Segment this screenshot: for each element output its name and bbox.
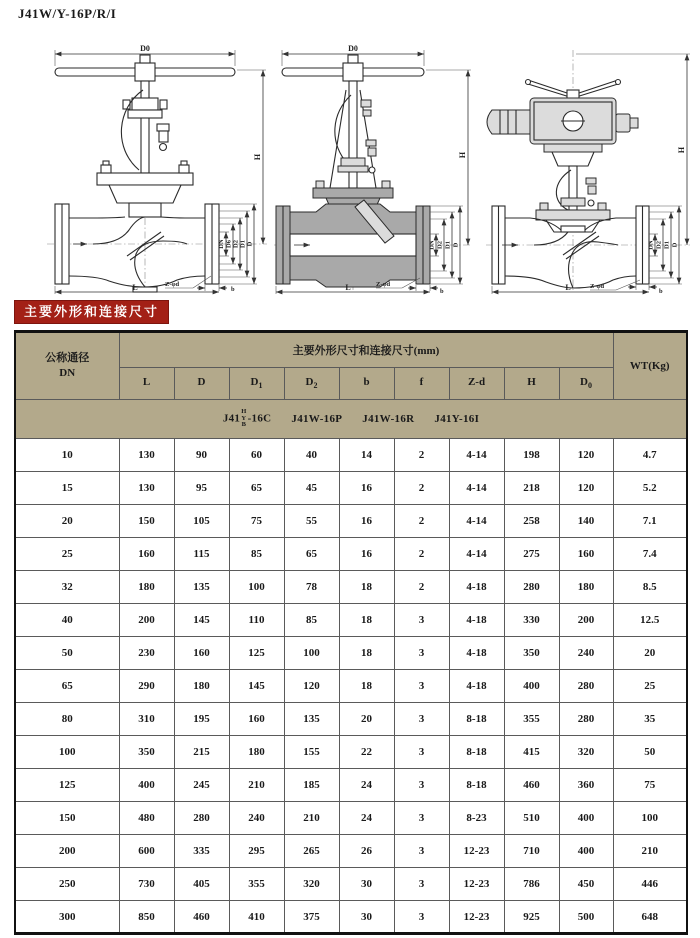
cell-d1: 160	[229, 703, 284, 736]
section-banner	[14, 300, 169, 324]
cell-zd: 4-14	[449, 472, 504, 505]
cell-l: 350	[119, 736, 174, 769]
dim-label-l: L	[565, 283, 571, 292]
cell-wt: 25	[613, 670, 687, 703]
model-name: J41W-16P	[291, 412, 343, 425]
model-row	[15, 400, 687, 439]
cell-l: 400	[119, 769, 174, 802]
cell-f: 3	[394, 901, 449, 934]
cell-b: 20	[339, 703, 394, 736]
col-header-b: b	[339, 368, 394, 400]
table-row	[15, 637, 687, 670]
model-designations	[15, 400, 687, 439]
table-row	[15, 736, 687, 769]
page-title: J41W/Y-16P/R/I	[18, 6, 117, 21]
cell-d0: 120	[559, 472, 613, 505]
cell-dn: 15	[15, 472, 119, 505]
model-letter-stack: H Y B	[241, 408, 247, 429]
cell-l: 850	[119, 901, 174, 934]
cell-d2: 155	[284, 736, 339, 769]
cell-h: 510	[504, 802, 559, 835]
cell-wt: 12.5	[613, 604, 687, 637]
cell-dn: 32	[15, 571, 119, 604]
cell-l: 730	[119, 868, 174, 901]
cell-d: 160	[174, 637, 229, 670]
cell-zd: 8-18	[449, 736, 504, 769]
flange-dimensions	[648, 206, 683, 284]
header-row-1	[15, 332, 687, 368]
cell-b: 18	[339, 670, 394, 703]
cell-d2: 40	[284, 439, 339, 472]
cell-b: 22	[339, 736, 394, 769]
dim-label-h: H	[677, 146, 686, 154]
valve-drawing-electric-globe	[478, 40, 693, 295]
cell-zd: 4-14	[449, 538, 504, 571]
cell-f: 3	[394, 637, 449, 670]
table-body	[15, 439, 687, 934]
model-suffix: -16C	[247, 412, 272, 425]
cell-d0: 280	[559, 670, 613, 703]
dim-label-b: b	[231, 286, 235, 293]
cell-d1: 295	[229, 835, 284, 868]
cell-dn: 65	[15, 670, 119, 703]
wt-header: WT(Kg)	[613, 332, 687, 400]
electric-actuator	[487, 80, 638, 167]
flange-dimensions	[429, 206, 464, 284]
dn-header-line1: 公称通径	[45, 352, 90, 365]
cell-l: 160	[119, 538, 174, 571]
table-row	[15, 538, 687, 571]
cell-l: 180	[119, 571, 174, 604]
col-header-d: D	[174, 368, 229, 400]
cell-wt: 50	[613, 736, 687, 769]
cell-d0: 160	[559, 538, 613, 571]
cell-wt: 100	[613, 802, 687, 835]
cell-wt: 75	[613, 769, 687, 802]
table-row	[15, 670, 687, 703]
cell-f: 3	[394, 802, 449, 835]
cell-l: 130	[119, 439, 174, 472]
cell-d0: 500	[559, 901, 613, 934]
table-row	[15, 769, 687, 802]
table-row	[15, 868, 687, 901]
cell-l: 150	[119, 505, 174, 538]
dim-label-zd: Z-φd	[165, 281, 180, 288]
dim-label-d: D	[246, 241, 254, 247]
dn-header	[15, 332, 119, 400]
cell-f: 2	[394, 472, 449, 505]
cell-f: 2	[394, 439, 449, 472]
cell-d1: 60	[229, 439, 284, 472]
cell-l: 290	[119, 670, 174, 703]
cell-d1: 65	[229, 472, 284, 505]
cell-d2: 120	[284, 670, 339, 703]
cell-d: 90	[174, 439, 229, 472]
cell-d1: 75	[229, 505, 284, 538]
cell-zd: 8-23	[449, 802, 504, 835]
cell-d2: 265	[284, 835, 339, 868]
cell-wt: 35	[613, 703, 687, 736]
cell-d: 115	[174, 538, 229, 571]
cell-dn: 150	[15, 802, 119, 835]
cell-d2: 185	[284, 769, 339, 802]
cell-d1: 85	[229, 538, 284, 571]
cell-zd: 12-23	[449, 868, 504, 901]
cell-h: 330	[504, 604, 559, 637]
table-row	[15, 703, 687, 736]
cell-f: 3	[394, 703, 449, 736]
cell-l: 130	[119, 472, 174, 505]
cell-d0: 450	[559, 868, 613, 901]
cell-d0: 200	[559, 604, 613, 637]
dim-label-d: D	[452, 242, 460, 248]
cell-h: 460	[504, 769, 559, 802]
col-header-h: H	[504, 368, 559, 400]
cell-d0: 180	[559, 571, 613, 604]
cell-d1: 110	[229, 604, 284, 637]
col-header-d0: $D_0$	[559, 368, 613, 400]
dim-label-d2: D2	[232, 240, 240, 248]
cell-l: 310	[119, 703, 174, 736]
cell-h: 198	[504, 439, 559, 472]
cell-h: 415	[504, 736, 559, 769]
section-banner-label: 主要外形和连接尺寸	[24, 304, 160, 319]
cell-dn: 40	[15, 604, 119, 637]
cell-d0: 140	[559, 505, 613, 538]
cell-wt: 5.2	[613, 472, 687, 505]
cell-d: 95	[174, 472, 229, 505]
cell-b: 16	[339, 505, 394, 538]
cell-wt: 7.1	[613, 505, 687, 538]
cell-d: 460	[174, 901, 229, 934]
dim-label-d2: D2	[436, 241, 444, 249]
cell-d2: 100	[284, 637, 339, 670]
dim-label-d6: D6	[225, 240, 233, 248]
cell-dn: 100	[15, 736, 119, 769]
cell-d1: 410	[229, 901, 284, 934]
cell-zd: 4-18	[449, 670, 504, 703]
table-row	[15, 604, 687, 637]
model-prefix: J41	[222, 412, 241, 425]
cell-l: 200	[119, 604, 174, 637]
cell-b: 18	[339, 637, 394, 670]
cell-dn: 25	[15, 538, 119, 571]
cell-h: 786	[504, 868, 559, 901]
cell-l: 600	[119, 835, 174, 868]
dim-label-b: b	[440, 288, 444, 295]
table-row	[15, 835, 687, 868]
cell-zd: 4-18	[449, 637, 504, 670]
cell-f: 3	[394, 835, 449, 868]
cell-d1: 145	[229, 670, 284, 703]
cell-b: 30	[339, 901, 394, 934]
cell-zd: 8-18	[449, 769, 504, 802]
cell-b: 26	[339, 835, 394, 868]
cell-zd: 4-18	[449, 604, 504, 637]
dim-label-h: H	[253, 153, 262, 161]
cell-d: 405	[174, 868, 229, 901]
handwheel	[55, 55, 235, 81]
stem-and-yoke	[313, 81, 393, 216]
cell-wt: 446	[613, 868, 687, 901]
cell-zd: 12-23	[449, 835, 504, 868]
table-row	[15, 472, 687, 505]
cell-h: 350	[504, 637, 559, 670]
cell-d2: 65	[284, 538, 339, 571]
cell-d: 280	[174, 802, 229, 835]
cell-d: 335	[174, 835, 229, 868]
cell-f: 2	[394, 571, 449, 604]
model-name: J41W-16R	[362, 412, 415, 425]
dim-label-d1: D1	[444, 241, 452, 249]
cell-wt: 4.7	[613, 439, 687, 472]
cell-f: 3	[394, 604, 449, 637]
handwheel	[282, 55, 424, 81]
dim-label-dn: DN	[428, 240, 436, 250]
dim-label-zd: Z-φd	[376, 281, 391, 288]
dim-label-b: b	[659, 288, 663, 295]
cell-l: 480	[119, 802, 174, 835]
cell-f: 3	[394, 670, 449, 703]
cell-d1: 240	[229, 802, 284, 835]
cell-d2: 375	[284, 901, 339, 934]
cell-zd: 12-23	[449, 901, 504, 934]
cell-l: 230	[119, 637, 174, 670]
dim-label-d0: D0	[348, 44, 358, 53]
cell-h: 400	[504, 670, 559, 703]
cell-b: 16	[339, 538, 394, 571]
cell-d2: 55	[284, 505, 339, 538]
cell-d1: 210	[229, 769, 284, 802]
cell-wt: 7.4	[613, 538, 687, 571]
cell-h: 355	[504, 703, 559, 736]
cell-zd: 4-18	[449, 571, 504, 604]
cell-d0: 400	[559, 802, 613, 835]
cell-d: 215	[174, 736, 229, 769]
table-row	[15, 439, 687, 472]
cell-zd: 4-14	[449, 439, 504, 472]
cell-d0: 120	[559, 439, 613, 472]
cell-d1: 100	[229, 571, 284, 604]
col-header-l: L	[119, 368, 174, 400]
cell-h: 710	[504, 835, 559, 868]
model-name: J41Y-16I	[434, 412, 480, 425]
cell-h: 275	[504, 538, 559, 571]
cell-d2: 85	[284, 604, 339, 637]
flange-dimensions	[218, 204, 257, 284]
cell-d0: 320	[559, 736, 613, 769]
cell-wt: 210	[613, 835, 687, 868]
col-header-zd: Z-d	[449, 368, 504, 400]
cell-f: 3	[394, 769, 449, 802]
group-header: 主要外形尺寸和连接尺寸(mm)	[119, 332, 613, 368]
dim-label-dn: DN	[647, 240, 655, 250]
cell-f: 3	[394, 736, 449, 769]
dim-label-d0: D0	[140, 44, 150, 53]
cell-d1: 125	[229, 637, 284, 670]
dim-label-l: L	[132, 283, 138, 292]
cell-d2: 210	[284, 802, 339, 835]
table-row	[15, 802, 687, 835]
cell-h: 925	[504, 901, 559, 934]
cell-dn: 200	[15, 835, 119, 868]
cell-b: 16	[339, 472, 394, 505]
cell-dn: 50	[15, 637, 119, 670]
cell-wt: 20	[613, 637, 687, 670]
dim-label-d2: D2	[655, 241, 663, 249]
dim-label-d1: D1	[239, 240, 247, 248]
cell-dn: 10	[15, 439, 119, 472]
cell-zd: 8-18	[449, 703, 504, 736]
valve-drawing-manual-globe	[35, 40, 270, 295]
cell-f: 2	[394, 505, 449, 538]
dim-label-d1: D1	[663, 241, 671, 249]
cell-d: 145	[174, 604, 229, 637]
cell-dn: 300	[15, 901, 119, 934]
dim-label-zd: Z-φd	[590, 283, 605, 290]
stem-and-bonnet	[97, 81, 193, 217]
cell-d: 180	[174, 670, 229, 703]
dn-header-line2: DN	[59, 367, 76, 379]
cell-d: 245	[174, 769, 229, 802]
cell-dn: 125	[15, 769, 119, 802]
dim-label-dn: DN	[218, 239, 225, 249]
cell-f: 3	[394, 868, 449, 901]
cell-wt: 648	[613, 901, 687, 934]
col-header-d1: $D_1$	[229, 368, 284, 400]
col-header-f: f	[394, 368, 449, 400]
cell-b: 24	[339, 769, 394, 802]
valve-body	[276, 200, 430, 287]
cell-d0: 360	[559, 769, 613, 802]
cell-d: 135	[174, 571, 229, 604]
cell-d: 195	[174, 703, 229, 736]
cell-h: 218	[504, 472, 559, 505]
cell-h: 280	[504, 571, 559, 604]
cell-dn: 80	[15, 703, 119, 736]
table-row	[15, 505, 687, 538]
cell-d: 105	[174, 505, 229, 538]
cell-d2: 45	[284, 472, 339, 505]
cell-f: 2	[394, 538, 449, 571]
cell-b: 18	[339, 604, 394, 637]
col-header-d2: $D_2$	[284, 368, 339, 400]
cell-d2: 320	[284, 868, 339, 901]
cell-d2: 135	[284, 703, 339, 736]
cell-h: 258	[504, 505, 559, 538]
dim-label-l: L	[345, 283, 351, 292]
cell-b: 24	[339, 802, 394, 835]
cell-wt: 8.5	[613, 571, 687, 604]
table-row	[15, 901, 687, 934]
cell-d1: 355	[229, 868, 284, 901]
cell-b: 14	[339, 439, 394, 472]
dimension-table	[14, 330, 688, 935]
cell-d2: 78	[284, 571, 339, 604]
cell-d0: 280	[559, 703, 613, 736]
dim-label-d: D	[671, 242, 679, 248]
cell-d1: 180	[229, 736, 284, 769]
table-row	[15, 571, 687, 604]
cell-b: 18	[339, 571, 394, 604]
cell-dn: 20	[15, 505, 119, 538]
dim-label-h: H	[458, 151, 467, 159]
cell-d0: 240	[559, 637, 613, 670]
cell-b: 30	[339, 868, 394, 901]
cell-zd: 4-14	[449, 505, 504, 538]
cell-d0: 400	[559, 835, 613, 868]
cell-dn: 250	[15, 868, 119, 901]
valve-drawing-section-globe	[268, 40, 473, 295]
